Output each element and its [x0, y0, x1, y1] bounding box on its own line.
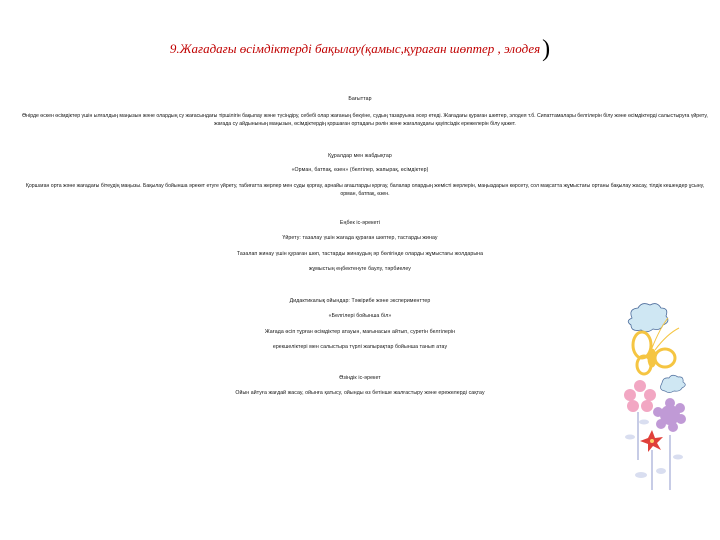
games-line-1: «Белгілері бойынша біл»: [328, 313, 392, 319]
activity-line-1: Үйрету: тазалау үшін жағада қураған шөптер, тастарды жинау: [282, 235, 438, 241]
goal-heading: Бағыттар: [348, 96, 372, 102]
description-text: Қоршаған орта және жағадағы бітеудің маңызы. Бақылау бойынша әрекет етуге үйрету, табиғатта жерлер мен суды қорғау, арнайы ағаштарды қорғау, балалар олардың жемісті жерлерін, маңыздарын көрсету, сол мақсатта жұмыстағы ортаны бақылау жасау, тілдік кешендер ұсыну, орман, батпақ, өзен.: [25, 183, 705, 197]
flowers-butterfly-icon: [600, 300, 720, 520]
activity-line-3: жұмыстың еңбектенуге баулу, тәрбиелеу: [308, 266, 412, 272]
games-line-2: Жағада өсіп тұрған өсімдіктер атауын, мағынасын айтып, суретін белгілерін: [264, 329, 456, 335]
small-cloud-icon: [661, 375, 686, 392]
equipment-text: «Орман, батпақ, өзен» (белгілер, жапырақ, өсімдіктер): [291, 167, 429, 173]
red-flower-icon: [640, 430, 663, 452]
flower-illustration: [600, 300, 720, 520]
goal-text: Өнірде өскен өсімдіктер үшін ылғалдың маңызын және олардың су жағасындағы тіршілігін бақылау және түсіндіру, себебі олар жағаның бекуіне, судың тазаруына әсер етеді. Жағадағы қураған шөптер, элодея т.б. Сипаттамалары белгілерін білу және өсімдіктерді салыстыруға үйрету, жағада су айдынының маңызын, өсімдіктердің қоршаған ортадағы рөлін және жағалаудағы қауіпсіздік ережелерін білу қажет.: [22, 113, 708, 127]
games-line-3: ерекшеліктері мен салыстыра түрлі жапырақтар бойынша танып атау: [272, 344, 448, 350]
pink-flower-icon: [624, 380, 656, 412]
movement-heading: Өзіндік іс-әрекет: [339, 375, 381, 381]
purple-flower-icon: [653, 398, 686, 432]
page-title: [0, 36, 720, 63]
title-text: 9.Жағадағы өсімдіктерді бақылау(қамыс,қураған шөптер , элодея: [169, 41, 541, 56]
title-close-paren: ): [542, 36, 551, 62]
games-heading: Дидактикалық ойындар: Тәжірибе және эксперименттер: [289, 298, 431, 304]
equipment-heading: Құралдар мен жабдықтар: [328, 153, 392, 159]
movement-text: Ойын айтуға жағдай жасау, ойынға қатысу, ойынды өз бетінше жалғастыру және ережелерді сақтау: [235, 390, 485, 396]
activity-line-2: Тазалап жинау үшін қураған шөп, тастарды жинаудың әр бөлігінде оларды жұмыстағы жолдарына: [236, 251, 484, 257]
activity-heading: Еңбек іс-әрекеті: [339, 220, 381, 226]
